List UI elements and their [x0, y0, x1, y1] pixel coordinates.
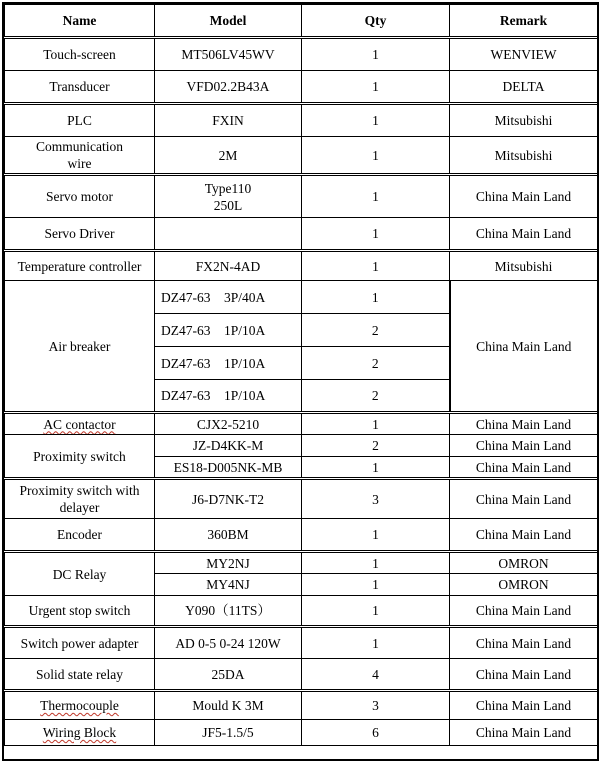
- cell-name: [5, 720, 155, 746]
- cell-name: Temperature controller: [5, 251, 155, 281]
- cell-remark: China Main Land: [450, 691, 598, 720]
- cell-model: [155, 175, 302, 218]
- cell-model: VFD02.2B43A: [155, 71, 302, 104]
- table-row: [5, 479, 598, 519]
- cell-qty: 1: [302, 574, 450, 596]
- table-row: [5, 596, 598, 627]
- name-line-2: delayer: [59, 500, 100, 515]
- cell-model: Mould K 3M: [155, 691, 302, 720]
- name-line-1: Proximity switch with: [19, 483, 140, 498]
- cell-qty: 1: [302, 519, 450, 552]
- header-row: [5, 5, 598, 38]
- cell-qty: 2: [302, 314, 450, 347]
- model-line-1: Type110: [204, 180, 252, 196]
- cell-qty: 1: [302, 137, 450, 175]
- cell-model: Y090（11TS）: [155, 596, 302, 627]
- name-line-2: wire: [67, 156, 92, 171]
- cell-name: [5, 479, 155, 519]
- name-text: Thermocouple: [40, 698, 119, 713]
- header-model: Model: [155, 5, 302, 38]
- cell-model: [155, 218, 302, 251]
- cell-name: Servo Driver: [5, 218, 155, 251]
- cell-remark: China Main Land: [450, 435, 598, 457]
- cell-qty: 1: [302, 218, 450, 251]
- cell-qty: 1: [302, 71, 450, 104]
- cell-remark: China Main Land: [450, 659, 598, 691]
- cell-remark: Mitsubishi: [450, 104, 598, 137]
- cell-remark: China Main Land: [450, 627, 598, 659]
- table-row: [5, 720, 598, 746]
- cell-remark: OMRON: [450, 574, 598, 596]
- cell-remark: China Main Land: [450, 175, 598, 218]
- cell-qty: 1: [302, 104, 450, 137]
- cell-remark: China Main Land: [450, 479, 598, 519]
- cell-model: CJX2-5210: [155, 413, 302, 435]
- cell-remark: China Main Land: [450, 720, 598, 746]
- table-row: [5, 519, 598, 552]
- header-name: Name: [5, 5, 155, 38]
- cell-model: 25DA: [155, 659, 302, 691]
- cell-model: AD 0-5 0-24 120W: [155, 627, 302, 659]
- cell-model: DZ47-63 1P/10A: [155, 380, 302, 413]
- cell-name: Air breaker: [5, 281, 155, 413]
- cell-model: JZ-D4KK-M: [155, 435, 302, 457]
- cell-model: DZ47-63 1P/10A: [155, 314, 302, 347]
- cell-remark: DELTA: [450, 71, 598, 104]
- table-row: [5, 175, 598, 218]
- cell-name: Touch-screen: [5, 38, 155, 71]
- cell-remark: China Main Land: [450, 596, 598, 627]
- cell-name: Urgent stop switch: [5, 596, 155, 627]
- cell-qty: 1: [302, 38, 450, 71]
- table-row: [5, 218, 598, 251]
- cell-model: DZ47-63 3P/40A: [155, 281, 302, 314]
- cell-model: ES18-D005NK-MB: [155, 457, 302, 479]
- cell-name: Switch power adapter: [5, 627, 155, 659]
- header-qty: Qty: [302, 5, 450, 38]
- cell-remark: WENVIEW: [450, 38, 598, 71]
- model-line-2: 250L: [213, 197, 243, 213]
- cell-remark: Mitsubishi: [450, 251, 598, 281]
- table-row: [5, 413, 598, 435]
- cell-qty: 1: [302, 596, 450, 627]
- cell-name: PLC: [5, 104, 155, 137]
- cell-qty: 1: [302, 457, 450, 479]
- cell-remark: OMRON: [450, 552, 598, 574]
- cell-model: MY2NJ: [155, 552, 302, 574]
- cell-name: Solid state relay: [5, 659, 155, 691]
- cell-name: [5, 137, 155, 175]
- cell-model: J6-D7NK-T2: [155, 479, 302, 519]
- cell-remark: China Main Land: [450, 218, 598, 251]
- cell-qty: 1: [302, 281, 450, 314]
- cell-qty: 2: [302, 435, 450, 457]
- table-row: [5, 691, 598, 720]
- table-row: [5, 552, 598, 574]
- name-text: AC contactor: [43, 416, 116, 432]
- cell-qty: 1: [302, 552, 450, 574]
- cell-model: 360BM: [155, 519, 302, 552]
- cell-name: Servo motor: [5, 175, 155, 218]
- cell-model: FX2N-4AD: [155, 251, 302, 281]
- table-row: [5, 104, 598, 137]
- cell-qty: 2: [302, 347, 450, 380]
- parts-list-sheet: [2, 2, 599, 761]
- cell-qty: 2: [302, 380, 450, 413]
- cell-qty: 3: [302, 691, 450, 720]
- cell-model: 2M: [155, 137, 302, 175]
- cell-qty: 3: [302, 479, 450, 519]
- cell-name: DC Relay: [5, 552, 155, 596]
- cell-remark: China Main Land: [450, 413, 598, 435]
- cell-qty: 4: [302, 659, 450, 691]
- cell-model: JF5-1.5/5: [155, 720, 302, 746]
- name-text: Wiring Block: [42, 725, 117, 740]
- cell-name: [5, 413, 155, 435]
- cell-remark: China Main Land: [450, 457, 598, 479]
- cell-remark: Mitsubishi: [450, 137, 598, 175]
- cell-qty: 1: [302, 175, 450, 218]
- cell-model: MT506LV45WV: [155, 38, 302, 71]
- cell-name: Transducer: [5, 71, 155, 104]
- cell-qty: 1: [302, 251, 450, 281]
- cell-model: FXIN: [155, 104, 302, 137]
- table-row: [5, 71, 598, 104]
- cell-name: [5, 691, 155, 720]
- table-row: [5, 38, 598, 71]
- header-remark: Remark: [450, 5, 598, 38]
- cell-model: DZ47-63 1P/10A: [155, 347, 302, 380]
- cell-qty: 6: [302, 720, 450, 746]
- cell-qty: 1: [302, 627, 450, 659]
- cell-remark: China Main Land: [450, 519, 598, 552]
- cell-name: Encoder: [5, 519, 155, 552]
- cell-qty: 1: [302, 413, 450, 435]
- table-row: [5, 251, 598, 281]
- table-row: [5, 659, 598, 691]
- parts-table: [4, 4, 598, 746]
- table-row: [5, 435, 598, 457]
- table-row: [5, 137, 598, 175]
- name-line-1: Communication: [36, 139, 123, 154]
- cell-remark: China Main Land: [450, 281, 598, 413]
- cell-name: Proximity switch: [5, 435, 155, 479]
- cell-model: MY4NJ: [155, 574, 302, 596]
- table-row: [5, 281, 598, 314]
- table-row: [5, 627, 598, 659]
